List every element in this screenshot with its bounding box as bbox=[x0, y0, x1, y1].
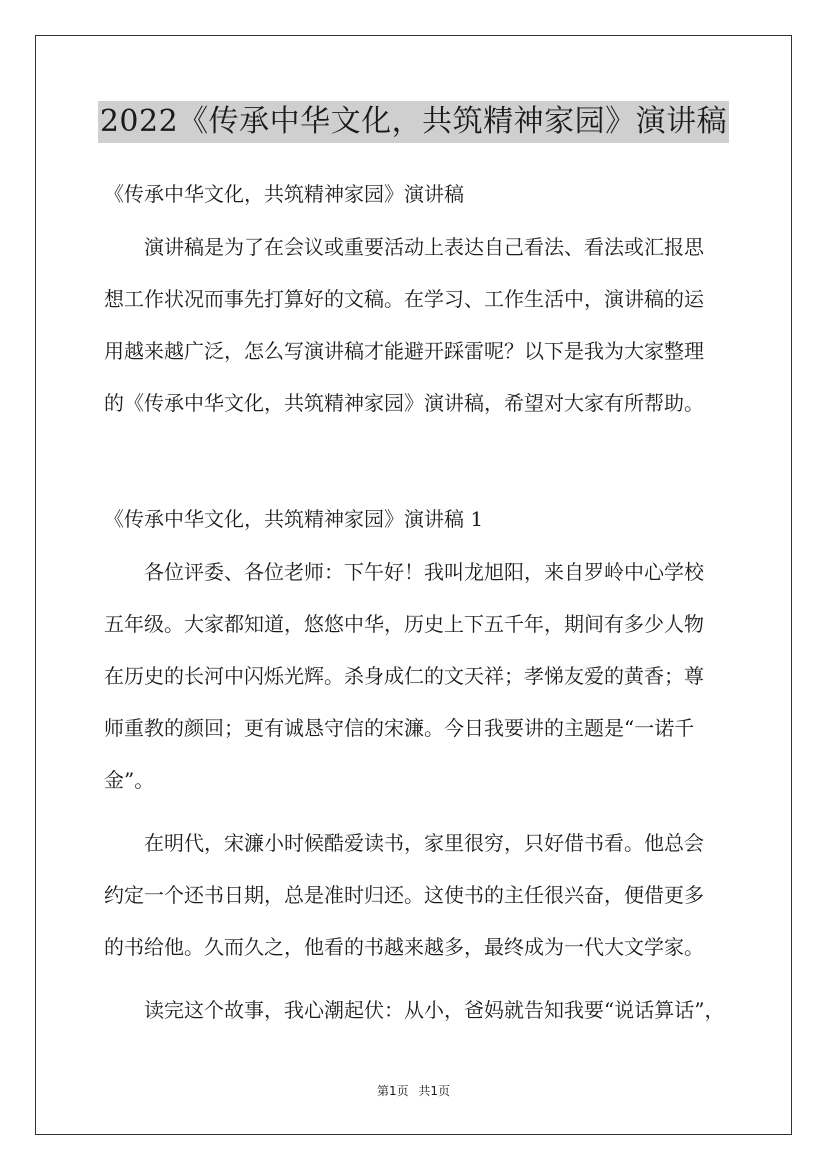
paragraph-line: 演讲稿是为了在会议或重要活动上表达自己看法、看法或汇报思 bbox=[144, 235, 704, 259]
paragraph-line: 各位评委、各位老师：下午好！我叫龙旭阳，来自罗岭中心学校 bbox=[144, 560, 704, 584]
page-footer bbox=[0, 1083, 827, 1099]
section-heading: 《传承中华文化，共筑精神家园》演讲稿 1 bbox=[104, 507, 484, 531]
paragraph-line: 金”。 bbox=[104, 768, 155, 792]
paragraph-line: 读完这个故事，我心潮起伏：从小，爸妈就告知我要“说话算话”， bbox=[144, 998, 725, 1022]
document-title: 2022《传承中华文化，共筑精神家园》演讲稿 bbox=[98, 101, 729, 143]
paragraph-line: 用越来越广泛，怎么写演讲稿才能避开踩雷呢？以下是我为大家整理 bbox=[104, 339, 704, 363]
page-total: 共1页 bbox=[418, 1084, 451, 1098]
title-container bbox=[0, 101, 827, 143]
paragraph-line: 师重教的颜回；更有诚恳守信的宋濂。今日我要讲的主题是“一诺千 bbox=[104, 716, 695, 740]
paragraph-line: 想工作状况而事先打算好的文稿。在学习、工作生活中，演讲稿的运 bbox=[104, 287, 704, 311]
paragraph-line: 在明代，宋濂小时候酷爱读书，家里很穷，只好借书看。他总会 bbox=[144, 831, 704, 855]
subtitle-line: 《传承中华文化，共筑精神家园》演讲稿 bbox=[104, 182, 464, 206]
paragraph-line: 在历史的长河中闪烁光辉。杀身成仁的文天祥；孝悌友爱的黄香；尊 bbox=[104, 664, 704, 688]
page-number: 第1页 bbox=[376, 1084, 409, 1098]
paragraph-line: 五年级。大家都知道，悠悠中华，历史上下五千年，期间有多少人物 bbox=[104, 612, 704, 636]
paragraph-line: 的书给他。久而久之，他看的书越来越多，最终成为一代大文学家。 bbox=[104, 935, 704, 959]
paragraph-line: 的《传承中华文化，共筑精神家园》演讲稿，希望对大家有所帮助。 bbox=[104, 391, 704, 415]
paragraph-line: 约定一个还书日期，总是准时归还。这使书的主任很兴奋，便借更多 bbox=[104, 883, 704, 907]
